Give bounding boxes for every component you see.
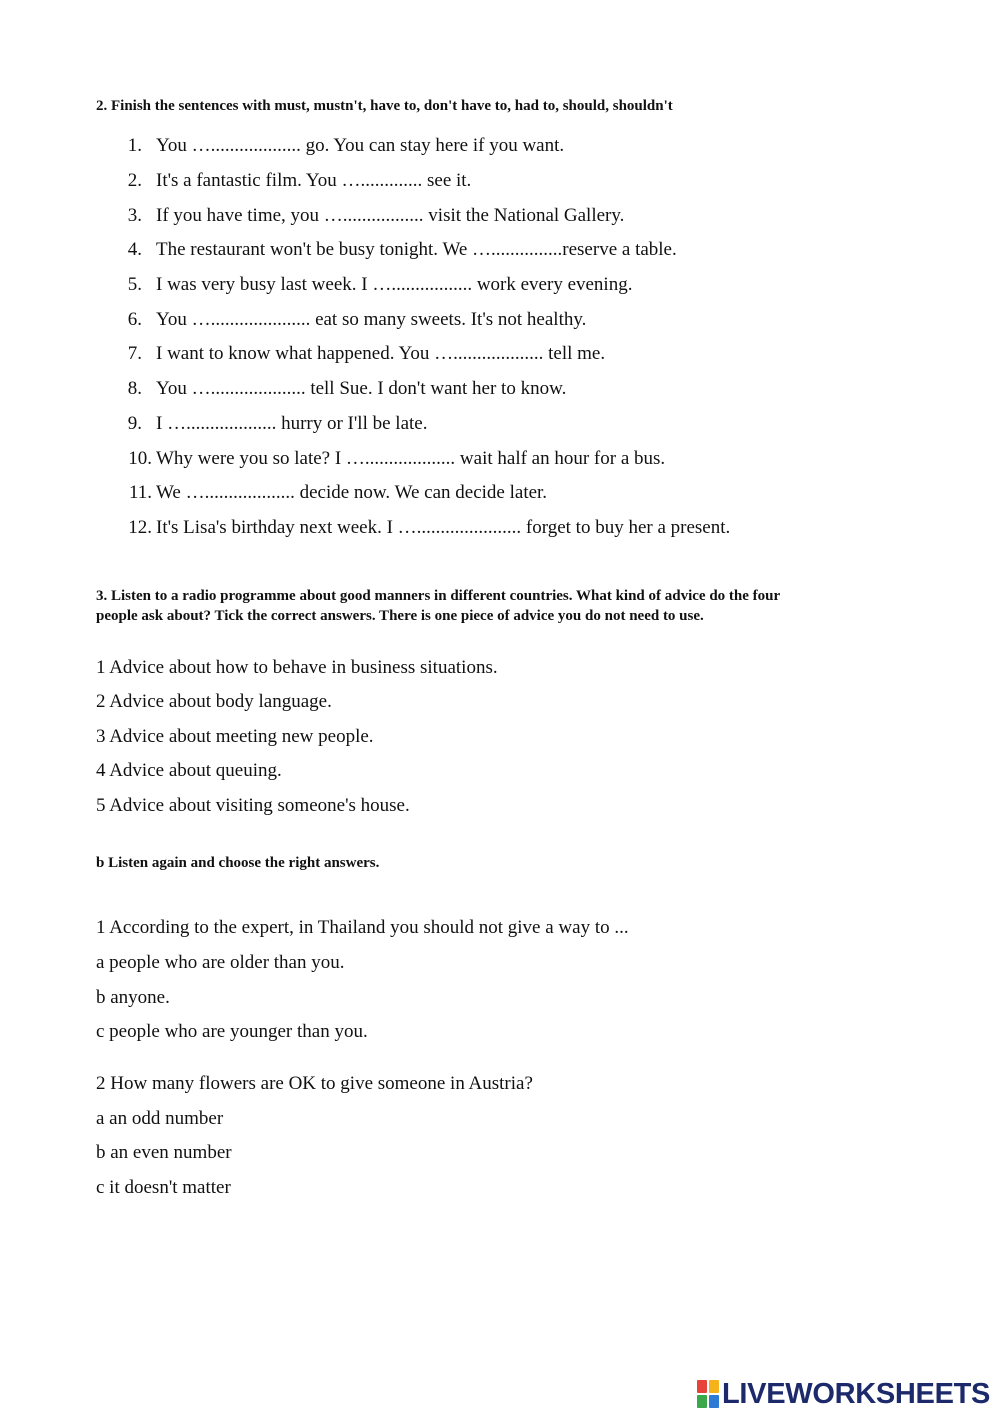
item-number: 6. [127, 309, 142, 330]
list-item [0, 447, 1000, 471]
item-sentence: It's a fantastic film. You …............. see it. [156, 170, 472, 191]
item-number: 9. [127, 413, 142, 434]
advice-option[interactable]: 3 Advice about meeting new people. [96, 726, 374, 747]
list-item [0, 342, 1000, 366]
list-item [0, 412, 1000, 436]
item-sentence: Why were you so late? I …................... wait half an hour for a bus. [156, 448, 666, 469]
item-sentence: I was very busy last week. I …................. work every evening. [156, 274, 633, 295]
question-1: 1 According to the expert, in Thailand you should not give a way to ... [96, 917, 629, 938]
item-sentence: I want to know what happened. You …................... tell me. [156, 343, 606, 364]
item-sentence: It's Lisa's birthday next week. I …...................... forget to buy her a present. [156, 517, 731, 538]
advice-option[interactable]: 2 Advice about body language. [96, 691, 332, 712]
answer-option[interactable]: c people who are younger than you. [96, 1021, 368, 1042]
item-sentence: You …................... go. You can stay here if you want. [156, 135, 565, 156]
item-number: 5. [127, 274, 142, 295]
item-number: 10. [128, 448, 152, 469]
list-item [0, 204, 1000, 228]
section-2-heading: 2. Finish the sentences with must, mustn't, have to, don't have to, had to, should, shouldn't [96, 98, 673, 114]
item-number: 3. [127, 205, 142, 226]
section-3-heading-line-1: 3. Listen to a radio programme about good manners in different countries. What kind of advice do the four [96, 588, 781, 604]
advice-option[interactable]: 1 Advice about how to behave in business situations. [96, 657, 498, 678]
item-sentence: I …................... hurry or I'll be late. [156, 413, 428, 434]
answer-option[interactable]: c it doesn't matter [96, 1177, 231, 1198]
item-number: 1. [127, 135, 142, 156]
item-number: 11. [128, 482, 152, 503]
item-sentence: We …................... decide now. We can decide later. [156, 482, 548, 503]
answer-option[interactable]: b an even number [96, 1142, 232, 1163]
advice-option[interactable]: 5 Advice about visiting someone's house. [96, 795, 410, 816]
item-sentence: You …..................... eat so many sweets. It's not healthy. [156, 309, 587, 330]
section-b-heading: b Listen again and choose the right answers. [96, 855, 380, 871]
logo-text: LIVEWORKSHEETS [722, 1378, 991, 1410]
list-item [0, 308, 1000, 332]
logo-mark-icon [697, 1380, 719, 1408]
list-item [0, 377, 1000, 401]
answer-option[interactable]: a people who are older than you. [96, 952, 345, 973]
item-number: 7. [127, 343, 142, 364]
item-sentence: The restaurant won't be busy tonight. We …...............reserve a table. [156, 239, 677, 260]
item-number: 2. [127, 170, 142, 191]
liveworksheets-logo [697, 1377, 990, 1411]
list-item [0, 169, 1000, 193]
answer-option[interactable]: a an odd number [96, 1108, 224, 1129]
item-sentence: You ….................... tell Sue. I don't want her to know. [156, 378, 567, 399]
list-item [0, 238, 1000, 262]
item-sentence: If you have time, you …................. visit the National Gallery. [156, 205, 625, 226]
answer-option[interactable]: b anyone. [96, 987, 170, 1008]
question-2: 2 How many flowers are OK to give someone in Austria? [96, 1073, 533, 1094]
item-number: 8. [127, 378, 142, 399]
list-item [0, 273, 1000, 297]
item-number: 4. [127, 239, 142, 260]
section-3-heading-line-2: people ask about? Tick the correct answers. There is one piece of advice you do not need to use. [96, 608, 704, 624]
list-item [0, 516, 1000, 540]
list-item [0, 481, 1000, 505]
item-number: 12. [128, 517, 152, 538]
list-item [0, 134, 1000, 158]
advice-option[interactable]: 4 Advice about queuing. [96, 760, 282, 781]
